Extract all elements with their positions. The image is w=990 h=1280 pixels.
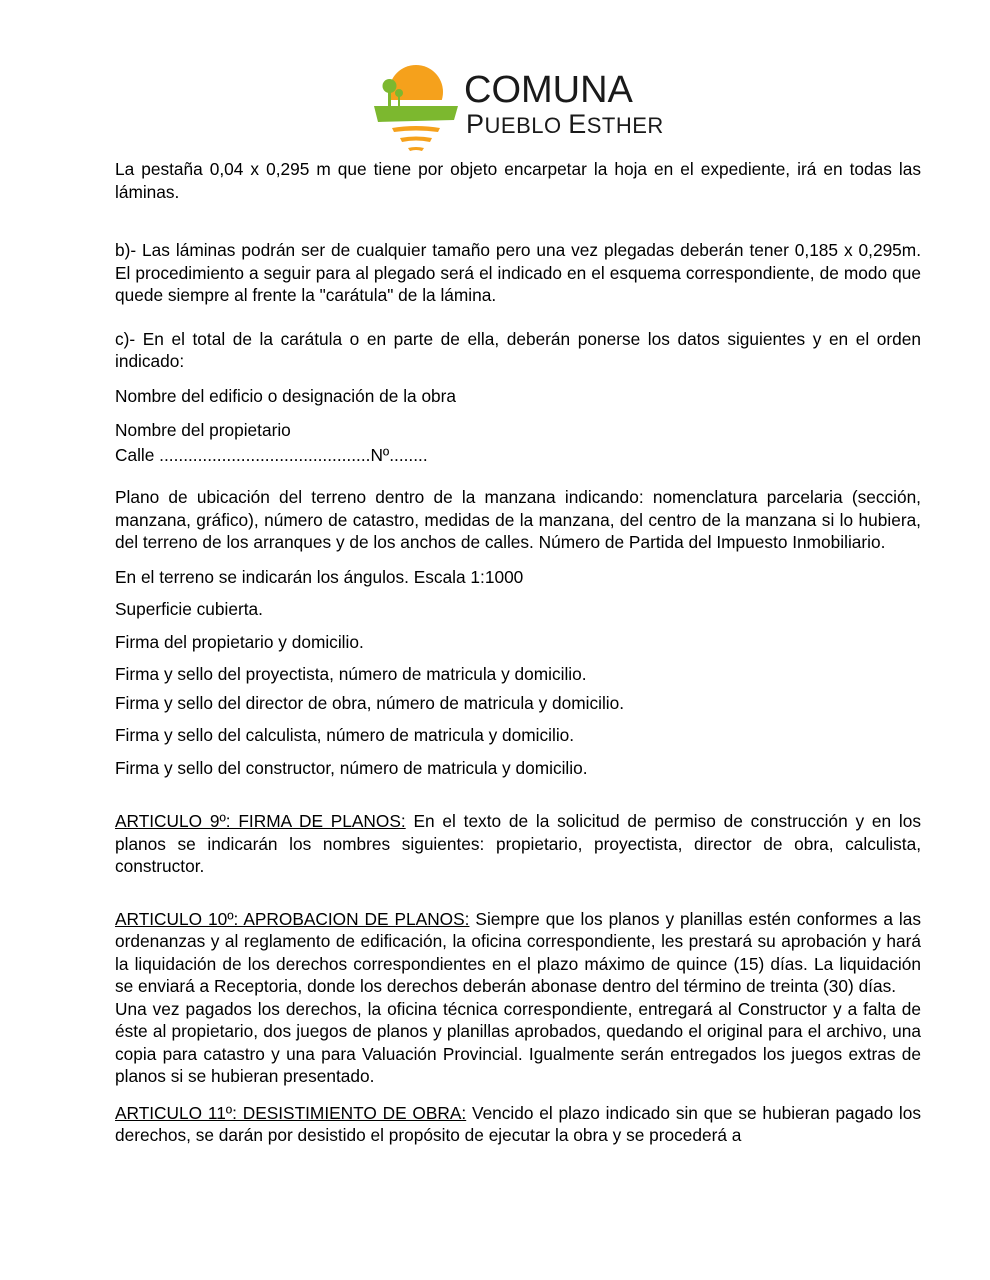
- comuna-logo: [372, 62, 672, 158]
- logo-subtitle-initial-e: E: [568, 109, 587, 139]
- sun-landscape-icon: [372, 62, 460, 154]
- article-10-continuation: Una vez pagados los derechos, la oficina técnica correspondiente, entregará al Constructor y a falta de éste al propietario, dos juegos de planos y planillas aprobados, quedando el original para el archivo, una copia para catastro y una para Valuación Provincial. Igualmente serán entregados los juegos extras de planos si se hubieran presentado.: [115, 998, 921, 1086]
- item-nombre-edificio: Nombre del edificio o designación de la obra: [115, 385, 457, 406]
- logo-subtitle: [466, 109, 664, 139]
- logo-title: COMUNA: [464, 69, 633, 111]
- item-nombre-propietario: Nombre del propietario: [115, 420, 291, 440]
- paragraph-plano-ubicacion: Plano de ubicación del terreno dentro de la manzana indicando: nomenclatura parcelaria (sección, manzana, gráfico), número de catastro, medidas de la manzana, del centro de la manzana si lo hubiera, del terreno de los arranques y de los anchos de calles. Número de Partida del Impuesto Inmobiliario.: [115, 487, 921, 552]
- item-firma-director: Firma y sello del director de obra, número de matricula y domicilio.: [115, 692, 625, 713]
- item-firma-proyectista: Firma y sello del proyectista, número de matricula y domicilio.: [115, 664, 587, 684]
- article-9-title: ARTICULO 9º: FIRMA DE PLANOS:: [115, 811, 406, 831]
- paragraph-c: c)- En el total de la carátula o en parte de ella, deberán ponerse los datos siguientes y en el orden indicado:: [115, 328, 921, 371]
- item-firma-calculista: Firma y sello del calculista, número de matricula y domicilio.: [115, 725, 575, 745]
- article-10-text: Siempre que los planos y planillas estén conformes a las ordenanzas y al reglamento de edificación, la oficina correspondiente, les prestará su aprobación y hará la liquidación de los derechos correspondientes en el plazo máximo de quince (15) días. La liquidación se enviará a Receptoria, donde los derechos deberán abonase dentro del término de treinta (30) días.: [115, 908, 921, 996]
- item-calle: Calle ............................................Nº........: [115, 444, 428, 465]
- article-9-text: En el texto de la solicitud de permiso de construcción y en los planos se indicarán los nombres siguientes: propietario, proyectista, director de obra, calculista, constructor.: [115, 811, 922, 876]
- item-firma-propietario: Firma del propietario y domicilio.: [115, 631, 364, 652]
- paragraph-pestana: La pestaña 0,04 x 0,295 m que tiene por objeto encarpetar la hoja en el expediente, irá en todas las láminas.: [115, 159, 921, 202]
- article-10: [115, 908, 921, 998]
- logo-subtitle-initial-p: P: [466, 109, 485, 139]
- article-9: [115, 810, 921, 878]
- logo-subtitle-rest-p: UEBLO: [484, 113, 569, 138]
- item-superficie: Superficie cubierta.: [115, 599, 263, 619]
- item-angulos: En el terreno se indicarán los ángulos. Escala 1:1000: [115, 566, 524, 587]
- logo-subtitle-rest-e: STHER: [586, 113, 664, 138]
- item-firma-constructor: Firma y sello del constructor, número de matricula y domicilio.: [115, 757, 588, 778]
- document-body: [115, 158, 921, 1147]
- article-11-text: Vencido el plazo indicado sin que se hubieran pagado los derechos, se darán por desistido el propósito de ejecutar la obra y se procederá a: [115, 1102, 921, 1145]
- article-10-title: ARTICULO 10º: APROBACION DE PLANOS:: [115, 908, 470, 929]
- article-11: [115, 1102, 921, 1147]
- paragraph-b: b)- Las láminas podrán ser de cualquier tamaño pero una vez plegadas deberán tener 0,185 x 0,295m. El procedimiento a seguir para al plegado será el indicado en el esquema correspondiente, de modo que quede siempre al frente la "carátula" de la lámina.: [115, 240, 921, 305]
- article-11-title: ARTICULO 11º: DESISTIMIENTO DE OBRA:: [115, 1102, 467, 1123]
